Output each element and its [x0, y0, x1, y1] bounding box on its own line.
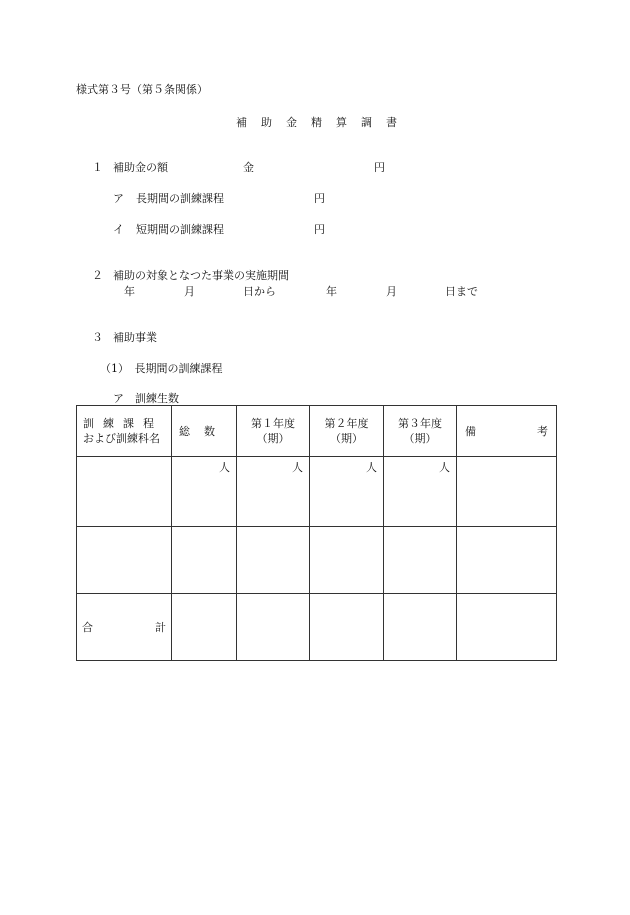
- section1-item-b-label: 短期間の訓練課程: [136, 223, 224, 236]
- period-year-start: 年: [124, 285, 135, 298]
- form-label: 様式第３号（第５条関係）: [76, 83, 208, 96]
- header-remarks-b: 考: [537, 424, 548, 438]
- table-total-row: [77, 594, 557, 661]
- period-day-to: 日まで: [445, 285, 478, 298]
- section1-item-a-yen: 円: [314, 192, 325, 205]
- total-label-b: 計: [155, 620, 166, 634]
- header-year1: [237, 406, 310, 457]
- header-total-label: 総数: [179, 424, 229, 438]
- section1-item-b-yen: 円: [314, 223, 325, 236]
- header-year3-line2: （期）: [403, 432, 437, 445]
- section1-yen: 円: [374, 161, 385, 174]
- unit-cell: 人: [172, 457, 237, 527]
- remarks-cell: [457, 457, 557, 527]
- document-title: 補助金精算調書: [236, 116, 411, 129]
- header-year2-line2: （期）: [330, 432, 363, 445]
- section1-kin: 金: [243, 161, 254, 174]
- empty-cell: [172, 527, 237, 594]
- header-remarks: [457, 406, 557, 457]
- remarks-cell: [457, 594, 557, 661]
- empty-cell: [384, 594, 457, 661]
- period-year-end: 年: [326, 285, 337, 298]
- empty-cell: [310, 527, 384, 594]
- period-month-end: 月: [386, 285, 397, 298]
- period-day-from: 日から: [243, 285, 276, 298]
- empty-cell: [237, 527, 310, 594]
- unit-cell: 人: [237, 457, 310, 527]
- section1-item-b-marker: イ: [113, 223, 124, 236]
- section2-number: ２: [92, 269, 103, 282]
- section3-number: ３: [92, 331, 103, 344]
- table-header-row: [77, 406, 557, 457]
- empty-cell: [310, 594, 384, 661]
- section2-label: 補助の対象となつた事業の実施期間: [113, 269, 289, 282]
- header-total: [172, 406, 237, 457]
- empty-cell: [237, 594, 310, 661]
- header-year1-line2: （期）: [256, 432, 290, 445]
- header-year2-line1: 第２年度: [324, 417, 369, 430]
- period-month-start: 月: [184, 285, 195, 298]
- section3-subsubheading: ア 訓練生数: [113, 392, 179, 405]
- empty-cell: [172, 594, 237, 661]
- course-cell: [77, 457, 172, 527]
- section3-label: 補助事業: [113, 331, 157, 344]
- trainee-count-table: [76, 405, 557, 661]
- section1-item-a-label: 長期間の訓練課程: [136, 192, 224, 205]
- remarks-cell: [457, 527, 557, 594]
- header-year1-line1: 第１年度: [251, 417, 295, 430]
- table-row: [77, 457, 557, 527]
- header-year3-line1: 第３年度: [398, 417, 442, 430]
- total-label-cell: [77, 594, 172, 661]
- course-cell: [77, 527, 172, 594]
- section3-subheading: （1） 長期間の訓練課程: [100, 362, 223, 375]
- header-year2: [310, 406, 384, 457]
- unit-cell: 人: [310, 457, 384, 527]
- header-remarks-a: 備: [465, 424, 476, 438]
- header-course: [77, 406, 172, 457]
- header-course-line2: および訓練科名: [83, 432, 160, 445]
- section1-label: 補助金の額: [113, 161, 168, 174]
- unit-cell: 人: [384, 457, 457, 527]
- section1-number: １: [92, 161, 103, 174]
- total-label-a: 合: [82, 620, 93, 634]
- header-course-line1: 訓練課程: [83, 417, 163, 430]
- header-year3: [384, 406, 457, 457]
- empty-cell: [384, 527, 457, 594]
- table-row: [77, 527, 557, 594]
- section1-item-a-marker: ア: [113, 192, 124, 205]
